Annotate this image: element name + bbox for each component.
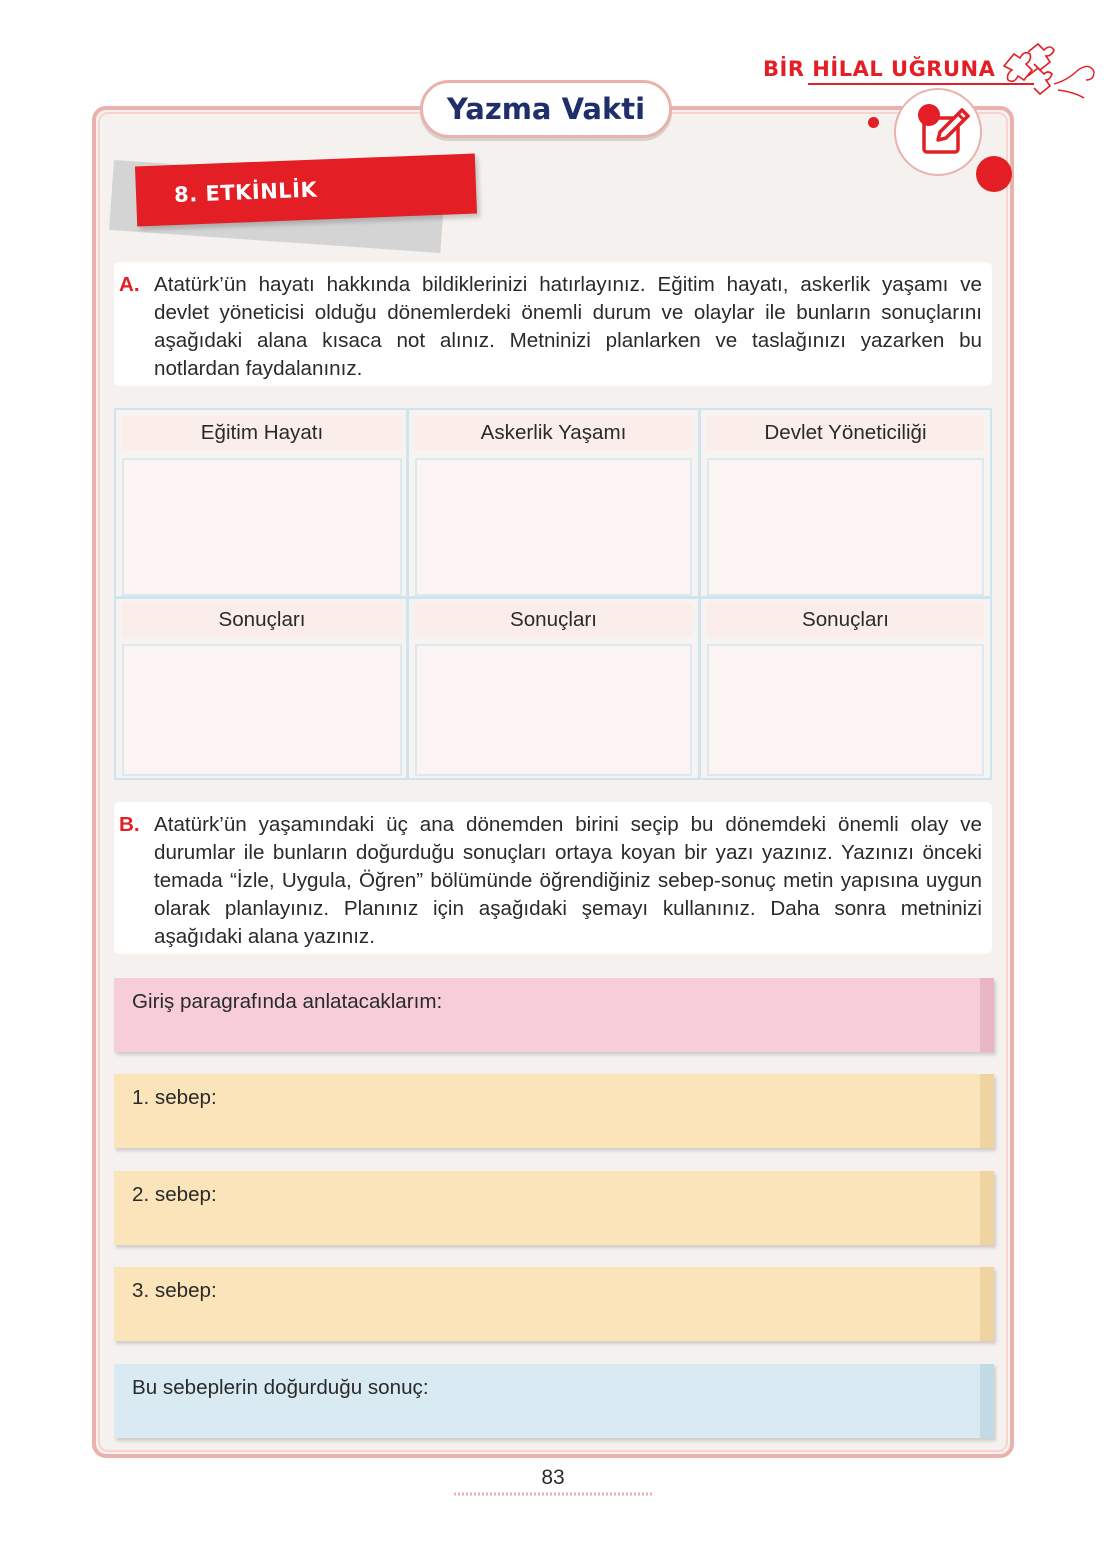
instruction-a: [114, 262, 992, 386]
military-results-area[interactable]: [415, 644, 692, 776]
education-results-area[interactable]: [122, 644, 402, 776]
education-notes-area[interactable]: [122, 458, 402, 596]
notes-column: [698, 410, 990, 778]
table-row-divider: [116, 596, 990, 599]
intro-plan-note[interactable]: [114, 978, 994, 1052]
intro-plan-label: Giriş paragrafında anlatacaklarım:: [132, 990, 443, 1013]
column-header-education: Eğitim Hayatı: [122, 416, 402, 450]
statesmanship-notes-area[interactable]: [707, 458, 984, 596]
military-results-header: Sonuçları: [415, 603, 692, 637]
instruction-b-marker: B.: [119, 813, 140, 836]
puzzle-icon: [998, 40, 1098, 100]
pencil-icon: [916, 106, 974, 158]
instruction-b: [114, 802, 992, 954]
statesmanship-results-header: Sonuçları: [707, 603, 984, 637]
notes-table: [114, 408, 992, 780]
cause-3-label: 3. sebep:: [132, 1279, 217, 1302]
decor-dot: [976, 156, 1012, 192]
statesmanship-results-area[interactable]: [707, 644, 984, 776]
note-fold: [980, 1364, 994, 1438]
notes-column: [116, 410, 408, 778]
decor-dot: [868, 117, 879, 128]
instruction-b-text: Atatürk’ün yaşamındaki üç ana dönemden birini seçip bu dönemdeki önemli olay ve durumlar ile bunların doğurduğu sonuçları ortaya koyan bir yazı yazınız. Yazınızı önceki temada “İzle, Uygula, Öğren” bölümünde öğrendiğiniz sebep-sonuç metin yapısına uygun olarak planlayınız. Planınız için aşağıdaki şemayı kullanınız. Daha sonra metninizi aşağıdaki alana yazınız.: [154, 813, 982, 948]
instruction-a-text: Atatürk’ün hayatı hakkında bildiklerinizi hatırlayınız. Eğitim hayatı, askerlik yaşamı ve devlet yöneticisi olduğu dönemlerdeki önemli durum ve olaylar ile bunların sonuçlarını aşağıdaki alana kısaca not alınız. Metninizi planlarken ve taslağınızı yazarken bu notlardan faydalanınız.: [154, 273, 982, 380]
section-title-pill: [420, 80, 672, 138]
note-fold: [980, 978, 994, 1052]
section-title: Yazma Vakti: [446, 92, 646, 126]
page-number: 83: [541, 1466, 565, 1489]
note-fold: [980, 1171, 994, 1245]
result-note[interactable]: [114, 1364, 994, 1438]
cause-3-note[interactable]: [114, 1267, 994, 1341]
education-results-header: Sonuçları: [122, 603, 402, 637]
column-header-statesmanship: Devlet Yöneticiliği: [707, 416, 984, 450]
note-fold: [980, 1074, 994, 1148]
cause-2-label: 2. sebep:: [132, 1183, 217, 1206]
result-label: Bu sebeplerin doğurduğu sonuç:: [132, 1376, 429, 1399]
military-notes-area[interactable]: [415, 458, 692, 596]
instruction-a-marker: A.: [119, 273, 140, 296]
notes-column: [406, 410, 698, 778]
cause-2-note[interactable]: [114, 1171, 994, 1245]
activity-label: 8. ETKİNLİK: [173, 177, 318, 208]
note-fold: [980, 1267, 994, 1341]
cause-1-note[interactable]: [114, 1074, 994, 1148]
column-header-military: Askerlik Yaşamı: [415, 416, 692, 450]
series-title: BİR HİLAL UĞRUNA: [763, 57, 996, 81]
page-number-underline: [454, 1491, 652, 1497]
cause-1-label: 1. sebep:: [132, 1086, 217, 1109]
